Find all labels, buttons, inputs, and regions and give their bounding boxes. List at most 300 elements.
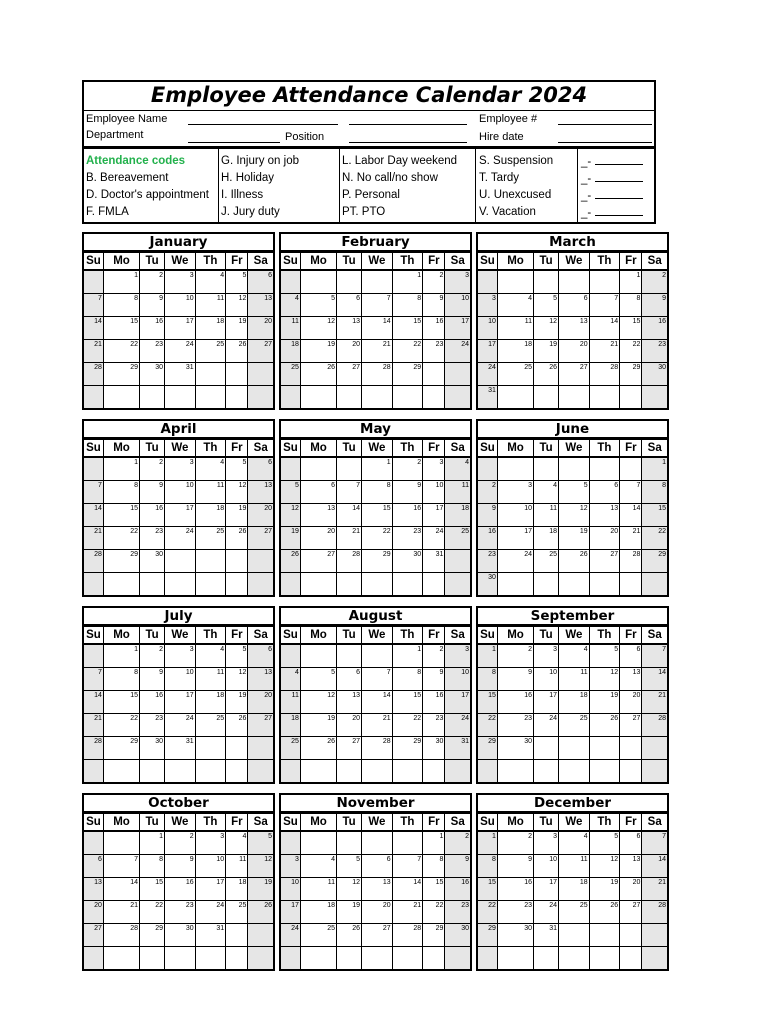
day-cell[interactable] [589,270,620,294]
day-cell[interactable]: 23 [165,901,196,924]
day-cell[interactable]: 18 [195,504,226,527]
day-cell[interactable]: 26 [534,363,559,386]
day-cell[interactable]: 17 [165,504,196,527]
day-cell[interactable]: 22 [392,714,423,737]
day-cell[interactable]: 31 [478,386,497,409]
day-cell[interactable] [300,573,336,596]
day-cell[interactable]: 26 [559,550,590,573]
day-cell[interactable]: 22 [140,901,165,924]
day-cell[interactable]: 6 [337,294,362,317]
day-cell[interactable]: 16 [140,317,165,340]
day-cell[interactable]: 4 [445,457,470,481]
day-cell[interactable]: 12 [248,855,273,878]
day-cell[interactable] [84,644,103,668]
day-cell[interactable]: 27 [248,340,273,363]
day-cell[interactable]: 2 [392,457,423,481]
day-cell[interactable]: 11 [300,878,336,901]
day-cell[interactable]: 31 [165,363,196,386]
day-cell[interactable] [84,760,103,783]
day-cell[interactable] [300,644,336,668]
day-cell[interactable]: 21 [84,527,103,550]
day-cell[interactable] [248,386,273,409]
day-cell[interactable]: 1 [642,457,667,481]
day-cell[interactable]: 5 [226,270,248,294]
day-cell[interactable]: 29 [103,363,139,386]
day-cell[interactable]: 12 [281,504,300,527]
day-cell[interactable]: 31 [534,924,559,947]
day-cell[interactable] [248,947,273,970]
day-cell[interactable]: 9 [445,855,470,878]
day-cell[interactable] [300,831,336,855]
day-cell[interactable] [300,270,336,294]
day-cell[interactable]: 24 [497,550,533,573]
day-cell[interactable]: 22 [620,340,642,363]
day-cell[interactable]: 15 [642,504,667,527]
day-cell[interactable]: 5 [226,457,248,481]
day-cell[interactable] [620,760,642,783]
day-cell[interactable]: 23 [445,901,470,924]
day-cell[interactable] [281,760,300,783]
day-cell[interactable]: 6 [362,855,393,878]
position-field[interactable] [349,142,467,143]
day-cell[interactable] [337,947,362,970]
day-cell[interactable]: 9 [497,855,533,878]
day-cell[interactable]: 3 [497,481,533,504]
day-cell[interactable]: 10 [423,481,445,504]
day-cell[interactable] [248,363,273,386]
day-cell[interactable]: 11 [195,481,226,504]
day-cell[interactable] [300,947,336,970]
day-cell[interactable] [642,947,667,970]
day-cell[interactable]: 30 [140,363,165,386]
day-cell[interactable]: 18 [534,527,559,550]
day-cell[interactable]: 1 [362,457,393,481]
day-cell[interactable]: 17 [423,504,445,527]
day-cell[interactable]: 8 [362,481,393,504]
day-cell[interactable]: 12 [300,691,336,714]
day-cell[interactable]: 15 [103,691,139,714]
day-cell[interactable]: 4 [195,644,226,668]
day-cell[interactable] [445,363,470,386]
day-cell[interactable] [281,573,300,596]
day-cell[interactable]: 30 [140,737,165,760]
day-cell[interactable] [534,270,559,294]
day-cell[interactable]: 17 [445,317,470,340]
day-cell[interactable]: 10 [195,855,226,878]
day-cell[interactable]: 27 [248,714,273,737]
day-cell[interactable] [140,760,165,783]
day-cell[interactable]: 15 [362,504,393,527]
day-cell[interactable] [248,550,273,573]
day-cell[interactable]: 26 [248,901,273,924]
day-cell[interactable]: 12 [226,294,248,317]
day-cell[interactable] [165,760,196,783]
day-cell[interactable] [195,550,226,573]
day-cell[interactable]: 12 [534,317,559,340]
day-cell[interactable]: 22 [392,340,423,363]
day-cell[interactable]: 5 [281,481,300,504]
day-cell[interactable]: 11 [559,668,590,691]
day-cell[interactable]: 9 [423,294,445,317]
day-cell[interactable]: 30 [165,924,196,947]
day-cell[interactable]: 24 [165,714,196,737]
day-cell[interactable]: 15 [478,878,497,901]
day-cell[interactable] [226,573,248,596]
day-cell[interactable] [589,386,620,409]
day-cell[interactable]: 21 [103,901,139,924]
day-cell[interactable]: 4 [559,644,590,668]
employee-name-field-2[interactable] [349,124,467,125]
day-cell[interactable]: 11 [281,691,300,714]
day-cell[interactable] [559,760,590,783]
day-cell[interactable]: 20 [300,527,336,550]
day-cell[interactable]: 28 [337,550,362,573]
day-cell[interactable]: 31 [445,737,470,760]
day-cell[interactable]: 4 [534,481,559,504]
day-cell[interactable] [497,270,533,294]
day-cell[interactable]: 19 [281,527,300,550]
day-cell[interactable]: 5 [337,855,362,878]
day-cell[interactable]: 13 [248,481,273,504]
day-cell[interactable]: 4 [195,270,226,294]
day-cell[interactable]: 20 [337,340,362,363]
day-cell[interactable]: 28 [620,550,642,573]
day-cell[interactable]: 28 [103,924,139,947]
day-cell[interactable] [534,760,559,783]
day-cell[interactable]: 14 [392,878,423,901]
day-cell[interactable]: 2 [140,270,165,294]
day-cell[interactable]: 29 [423,924,445,947]
day-cell[interactable] [140,947,165,970]
day-cell[interactable] [497,386,533,409]
day-cell[interactable] [559,924,590,947]
day-cell[interactable] [445,947,470,970]
day-cell[interactable]: 20 [337,714,362,737]
day-cell[interactable] [445,760,470,783]
day-cell[interactable] [300,760,336,783]
day-cell[interactable]: 11 [559,855,590,878]
day-cell[interactable]: 2 [497,644,533,668]
day-cell[interactable]: 30 [497,924,533,947]
day-cell[interactable]: 12 [337,878,362,901]
day-cell[interactable]: 3 [195,831,226,855]
day-cell[interactable]: 2 [478,481,497,504]
day-cell[interactable] [362,831,393,855]
day-cell[interactable]: 19 [337,901,362,924]
day-cell[interactable]: 24 [478,363,497,386]
day-cell[interactable] [103,947,139,970]
day-cell[interactable]: 26 [337,924,362,947]
day-cell[interactable]: 13 [248,668,273,691]
day-cell[interactable]: 11 [281,317,300,340]
day-cell[interactable] [423,363,445,386]
day-cell[interactable]: 25 [497,363,533,386]
day-cell[interactable]: 10 [478,317,497,340]
day-cell[interactable]: 23 [423,714,445,737]
day-cell[interactable]: 20 [248,317,273,340]
day-cell[interactable]: 14 [84,317,103,340]
day-cell[interactable]: 12 [226,481,248,504]
day-cell[interactable]: 23 [642,340,667,363]
day-cell[interactable] [620,386,642,409]
day-cell[interactable]: 10 [281,878,300,901]
day-cell[interactable]: 5 [589,644,620,668]
day-cell[interactable]: 25 [226,901,248,924]
day-cell[interactable]: 18 [300,901,336,924]
day-cell[interactable]: 8 [478,668,497,691]
day-cell[interactable]: 23 [140,714,165,737]
day-cell[interactable]: 1 [620,270,642,294]
day-cell[interactable]: 29 [140,924,165,947]
day-cell[interactable] [620,457,642,481]
day-cell[interactable] [478,760,497,783]
day-cell[interactable]: 14 [337,504,362,527]
day-cell[interactable] [165,550,196,573]
day-cell[interactable]: 25 [281,363,300,386]
day-cell[interactable] [559,947,590,970]
day-cell[interactable]: 17 [534,878,559,901]
day-cell[interactable]: 26 [300,363,336,386]
day-cell[interactable]: 14 [84,504,103,527]
day-cell[interactable]: 6 [300,481,336,504]
day-cell[interactable] [362,760,393,783]
day-cell[interactable] [478,947,497,970]
day-cell[interactable]: 18 [195,691,226,714]
day-cell[interactable] [226,363,248,386]
day-cell[interactable] [362,947,393,970]
day-cell[interactable]: 22 [362,527,393,550]
day-cell[interactable]: 26 [226,340,248,363]
day-cell[interactable] [84,573,103,596]
day-cell[interactable]: 24 [534,901,559,924]
day-cell[interactable]: 25 [195,714,226,737]
day-cell[interactable] [497,457,533,481]
day-cell[interactable] [84,457,103,481]
day-cell[interactable]: 16 [445,878,470,901]
day-cell[interactable]: 8 [392,294,423,317]
day-cell[interactable]: 6 [248,644,273,668]
day-cell[interactable]: 21 [392,901,423,924]
day-cell[interactable]: 27 [620,714,642,737]
day-cell[interactable]: 25 [300,924,336,947]
day-cell[interactable]: 22 [103,527,139,550]
day-cell[interactable]: 22 [478,901,497,924]
day-cell[interactable]: 28 [84,363,103,386]
day-cell[interactable]: 5 [300,668,336,691]
day-cell[interactable] [84,947,103,970]
day-cell[interactable]: 3 [445,644,470,668]
day-cell[interactable]: 19 [300,340,336,363]
day-cell[interactable]: 17 [445,691,470,714]
day-cell[interactable]: 11 [195,668,226,691]
day-cell[interactable]: 15 [423,878,445,901]
day-cell[interactable]: 1 [392,270,423,294]
day-cell[interactable]: 18 [195,317,226,340]
day-cell[interactable]: 7 [362,668,393,691]
day-cell[interactable] [195,760,226,783]
day-cell[interactable]: 22 [478,714,497,737]
day-cell[interactable]: 12 [300,317,336,340]
day-cell[interactable]: 13 [248,294,273,317]
day-cell[interactable]: 1 [478,831,497,855]
day-cell[interactable]: 8 [103,481,139,504]
day-cell[interactable]: 21 [589,340,620,363]
day-cell[interactable]: 2 [140,457,165,481]
day-cell[interactable]: 21 [337,527,362,550]
day-cell[interactable]: 10 [534,855,559,878]
day-cell[interactable] [642,573,667,596]
day-cell[interactable] [445,573,470,596]
day-cell[interactable]: 21 [362,340,393,363]
day-cell[interactable] [534,947,559,970]
day-cell[interactable]: 31 [195,924,226,947]
day-cell[interactable] [559,573,590,596]
day-cell[interactable]: 14 [362,691,393,714]
day-cell[interactable] [445,386,470,409]
day-cell[interactable]: 5 [559,481,590,504]
day-cell[interactable]: 8 [642,481,667,504]
day-cell[interactable]: 2 [140,644,165,668]
day-cell[interactable] [281,270,300,294]
custom-code-field[interactable]: _- [581,153,643,170]
day-cell[interactable] [534,386,559,409]
day-cell[interactable] [589,760,620,783]
day-cell[interactable]: 4 [195,457,226,481]
day-cell[interactable]: 1 [103,457,139,481]
day-cell[interactable]: 23 [140,527,165,550]
day-cell[interactable]: 3 [165,644,196,668]
day-cell[interactable] [226,737,248,760]
day-cell[interactable]: 26 [226,527,248,550]
day-cell[interactable]: 27 [337,737,362,760]
day-cell[interactable]: 8 [392,668,423,691]
day-cell[interactable]: 20 [84,901,103,924]
day-cell[interactable]: 29 [103,550,139,573]
day-cell[interactable]: 25 [195,527,226,550]
day-cell[interactable] [195,947,226,970]
day-cell[interactable]: 7 [337,481,362,504]
day-cell[interactable]: 3 [534,831,559,855]
day-cell[interactable] [281,457,300,481]
day-cell[interactable] [620,737,642,760]
day-cell[interactable] [195,386,226,409]
custom-code-field[interactable]: _- [581,170,643,187]
day-cell[interactable]: 16 [140,504,165,527]
day-cell[interactable]: 6 [84,855,103,878]
day-cell[interactable]: 9 [165,855,196,878]
day-cell[interactable] [281,644,300,668]
day-cell[interactable]: 9 [140,668,165,691]
day-cell[interactable]: 6 [620,644,642,668]
day-cell[interactable] [103,386,139,409]
day-cell[interactable]: 29 [642,550,667,573]
day-cell[interactable]: 28 [362,737,393,760]
day-cell[interactable]: 9 [642,294,667,317]
day-cell[interactable]: 30 [478,573,497,596]
day-cell[interactable] [248,737,273,760]
day-cell[interactable]: 8 [103,294,139,317]
day-cell[interactable]: 13 [620,668,642,691]
day-cell[interactable]: 2 [497,831,533,855]
day-cell[interactable]: 17 [165,317,196,340]
day-cell[interactable]: 24 [445,714,470,737]
day-cell[interactable] [226,947,248,970]
day-cell[interactable]: 14 [642,855,667,878]
day-cell[interactable] [497,947,533,970]
day-cell[interactable]: 3 [423,457,445,481]
day-cell[interactable]: 16 [392,504,423,527]
day-cell[interactable] [497,573,533,596]
day-cell[interactable] [362,644,393,668]
day-cell[interactable]: 21 [620,527,642,550]
day-cell[interactable] [362,270,393,294]
day-cell[interactable] [534,457,559,481]
day-cell[interactable]: 22 [642,527,667,550]
day-cell[interactable]: 2 [445,831,470,855]
day-cell[interactable]: 10 [534,668,559,691]
day-cell[interactable]: 19 [534,340,559,363]
day-cell[interactable]: 24 [281,924,300,947]
day-cell[interactable]: 6 [589,481,620,504]
day-cell[interactable] [478,270,497,294]
day-cell[interactable]: 14 [103,878,139,901]
day-cell[interactable]: 14 [362,317,393,340]
employee-number-field[interactable] [558,124,652,125]
day-cell[interactable]: 11 [226,855,248,878]
day-cell[interactable]: 7 [84,668,103,691]
day-cell[interactable]: 15 [103,504,139,527]
day-cell[interactable] [423,947,445,970]
day-cell[interactable]: 30 [423,737,445,760]
day-cell[interactable]: 17 [195,878,226,901]
day-cell[interactable]: 1 [103,644,139,668]
day-cell[interactable] [195,737,226,760]
day-cell[interactable]: 3 [281,855,300,878]
day-cell[interactable]: 1 [392,644,423,668]
day-cell[interactable] [337,573,362,596]
day-cell[interactable]: 20 [248,504,273,527]
day-cell[interactable]: 8 [620,294,642,317]
day-cell[interactable]: 30 [392,550,423,573]
day-cell[interactable]: 2 [642,270,667,294]
day-cell[interactable]: 28 [589,363,620,386]
day-cell[interactable]: 15 [140,878,165,901]
day-cell[interactable]: 14 [642,668,667,691]
day-cell[interactable] [300,386,336,409]
day-cell[interactable]: 8 [103,668,139,691]
day-cell[interactable]: 25 [281,737,300,760]
day-cell[interactable] [248,760,273,783]
day-cell[interactable]: 19 [300,714,336,737]
day-cell[interactable]: 12 [559,504,590,527]
day-cell[interactable]: 18 [226,878,248,901]
day-cell[interactable]: 18 [497,340,533,363]
day-cell[interactable]: 10 [497,504,533,527]
day-cell[interactable]: 22 [103,714,139,737]
day-cell[interactable]: 2 [423,644,445,668]
day-cell[interactable]: 17 [478,340,497,363]
day-cell[interactable] [281,947,300,970]
day-cell[interactable]: 24 [423,527,445,550]
day-cell[interactable]: 6 [248,270,273,294]
day-cell[interactable]: 10 [445,294,470,317]
day-cell[interactable]: 28 [84,737,103,760]
day-cell[interactable] [642,760,667,783]
day-cell[interactable]: 24 [534,714,559,737]
day-cell[interactable]: 21 [642,691,667,714]
day-cell[interactable]: 9 [140,294,165,317]
day-cell[interactable]: 9 [392,481,423,504]
